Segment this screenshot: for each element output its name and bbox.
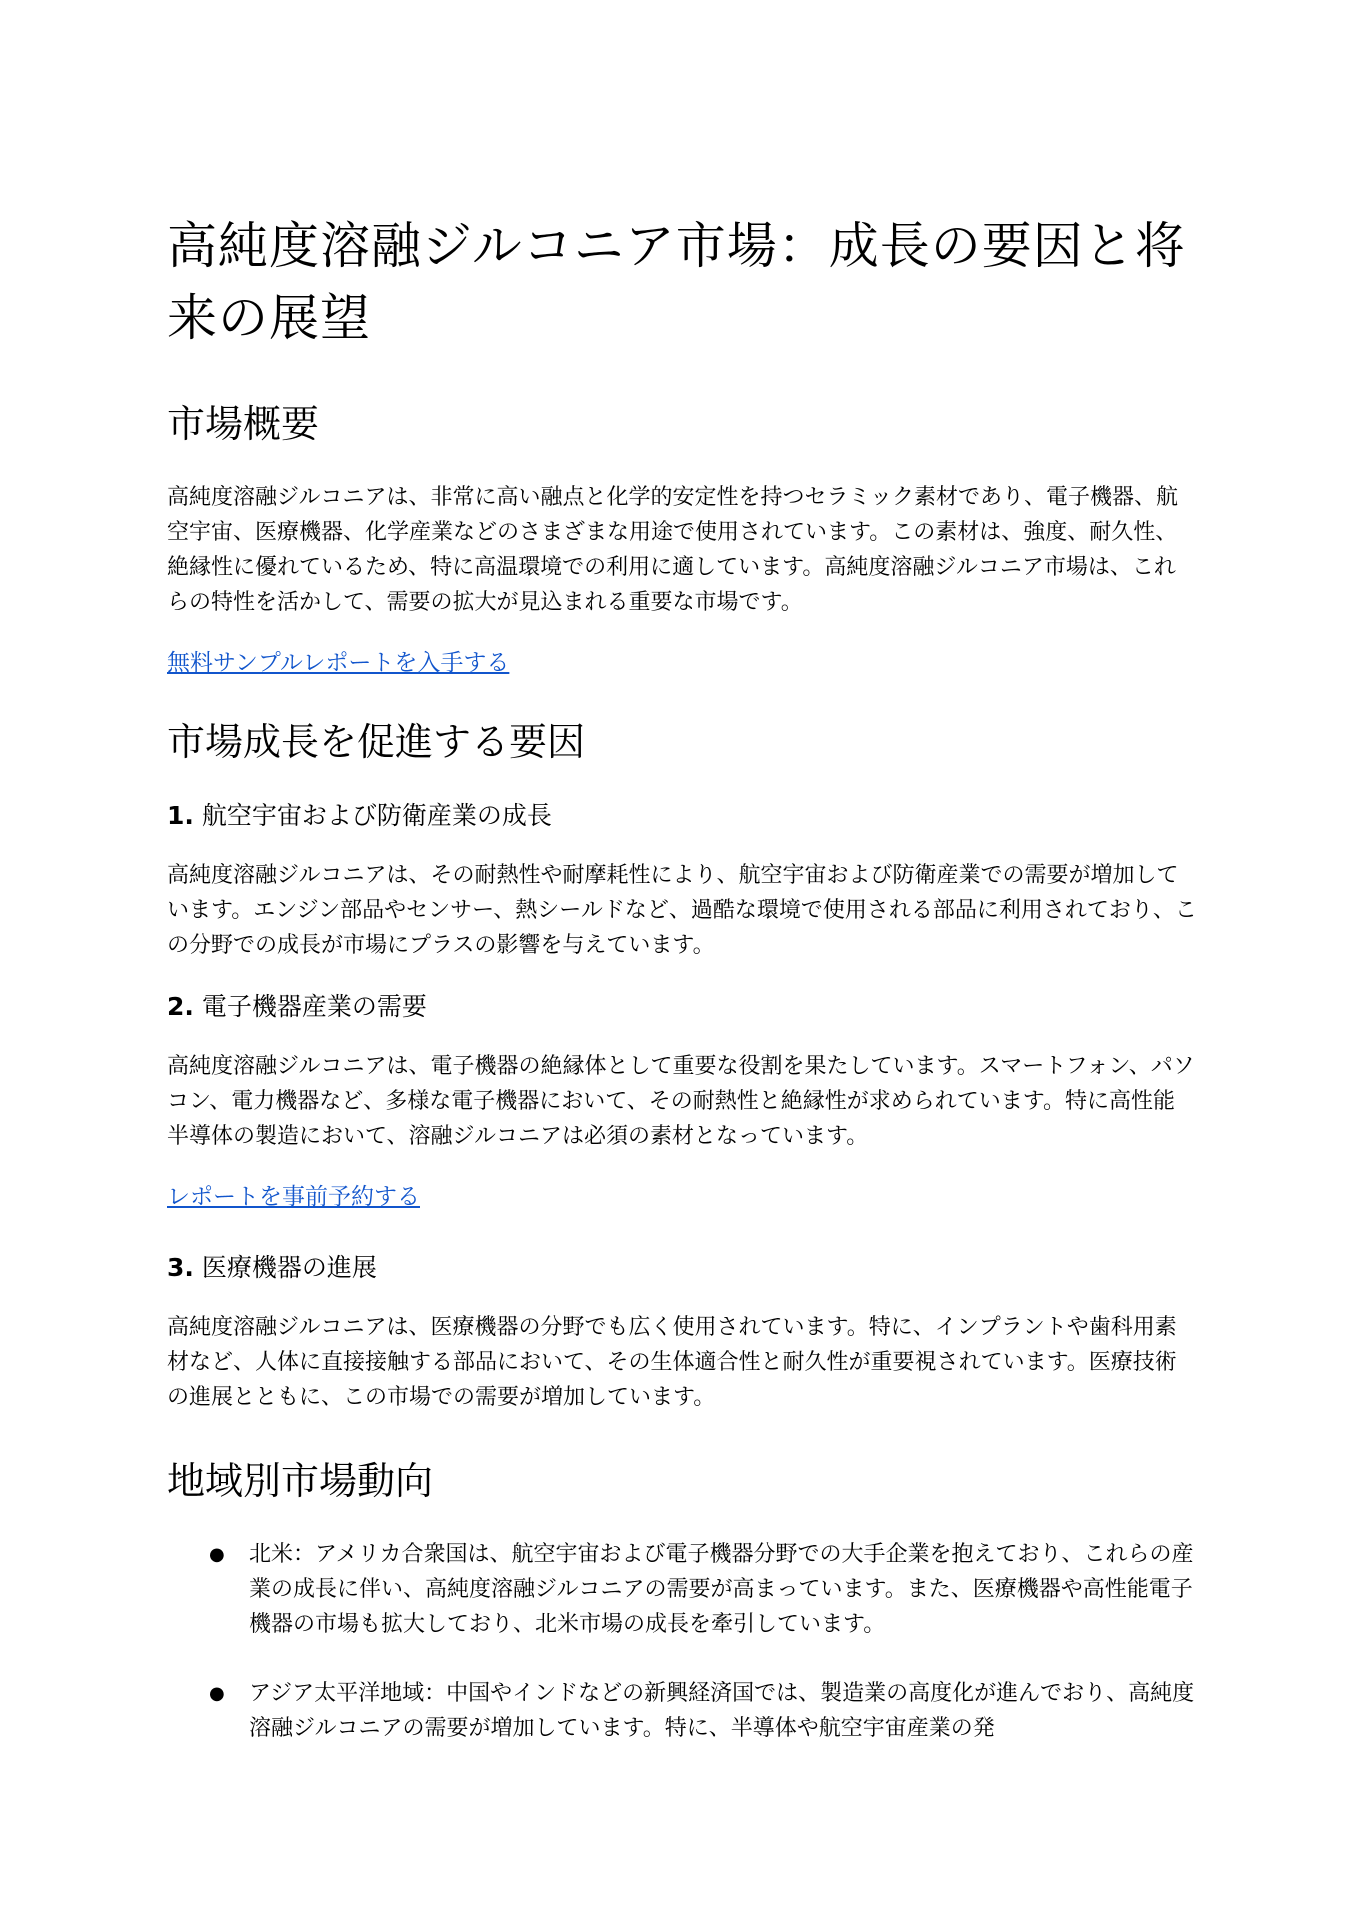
list-item xyxy=(167,1537,1197,1642)
region-north-america-text: 北米：アメリカ合衆国は、航空宇宙および電子機器分野での大手企業を抱えており、これらの産業の成長に伴い、高純度溶融ジルコニアの需要が高まっています。また、医療機器や高性能電子機器の市場も拡大しており、北米市場の成長を牽引しています。 xyxy=(249,1542,1194,1637)
preorder-report-link[interactable]: レポートを事前予約する xyxy=(167,1184,420,1210)
title-line-1: 高純度溶融ジルコニア市場：成長の要因と将 xyxy=(167,217,1186,275)
drivers-heading: 市場成長を促進する要因 xyxy=(167,720,586,764)
regional-heading: 地域別市場動向 xyxy=(167,1459,434,1503)
driver-1-paragraph: 高純度溶融ジルコニアは、その耐熱性や耐摩耗性により、航空宇宙および防衛産業での需要が増加しています。エンジン部品やセンサー、熱シールドなど、過酷な環境で使用される部品に利用されており、この分野での成長が市場にプラスの影響を与えています。 xyxy=(167,863,1197,958)
driver-2-heading xyxy=(167,989,1197,1025)
list-item xyxy=(167,1676,1197,1746)
driver-2-number: 2. xyxy=(167,992,194,1021)
driver-3-paragraph: 高純度溶融ジルコニアは、医療機器の分野でも広く使用されています。特に、インプラントや歯科用素材など、人体に直接接触する部品において、その生体適合性と耐久性が重要視されています。医療技術の進展とともに、この市場での需要が増加しています。 xyxy=(167,1315,1177,1410)
driver-2-paragraph: 高純度溶融ジルコニアは、電子機器の絶縁体として重要な役割を果たしています。スマートフォン、パソコン、電力機器など、多様な電子機器において、その耐熱性と絶縁性が求められています。特に高性能半導体の製造において、溶融ジルコニアは必須の素材となっています。 xyxy=(167,1054,1195,1149)
bullet-icon: ● xyxy=(209,1683,225,1704)
driver-1-heading xyxy=(167,798,1197,834)
driver-1-title: 航空宇宙および防衛産業の成長 xyxy=(193,801,552,830)
driver-3-heading xyxy=(167,1250,1197,1286)
overview-paragraph: 高純度溶融ジルコニアは、非常に高い融点と化学的安定性を持つセラミック素材であり、電子機器、航空宇宙、医療機器、化学産業などのさまざまな用途で使用されています。この素材は、強度、耐久性、絶縁性に優れているため、特に高温環境での利用に適しています。高純度溶融ジルコニア市場は、これらの特性を活かして、需要の拡大が見込まれる重要な市場です。 xyxy=(167,485,1179,615)
title-line-2: 来の展望 xyxy=(167,289,371,347)
overview-heading: 市場概要 xyxy=(167,402,320,446)
driver-3-number: 3. xyxy=(167,1253,194,1282)
bullet-icon: ● xyxy=(209,1544,225,1565)
free-sample-link[interactable]: 無料サンプルレポートを入手する xyxy=(167,650,510,676)
driver-2-title: 電子機器産業の需要 xyxy=(193,992,427,1021)
document-title xyxy=(167,210,1197,354)
regional-list xyxy=(167,1537,1197,1746)
driver-1-number: 1. xyxy=(167,801,194,830)
driver-3-title: 医療機器の進展 xyxy=(193,1253,377,1282)
document-page xyxy=(167,210,1197,1780)
region-asia-pacific-text: アジア太平洋地域：中国やインドなどの新興経済国では、製造業の高度化が進んでおり、高純度溶融ジルコニアの需要が増加しています。特に、半導体や航空宇宙産業の発 xyxy=(249,1681,1195,1741)
